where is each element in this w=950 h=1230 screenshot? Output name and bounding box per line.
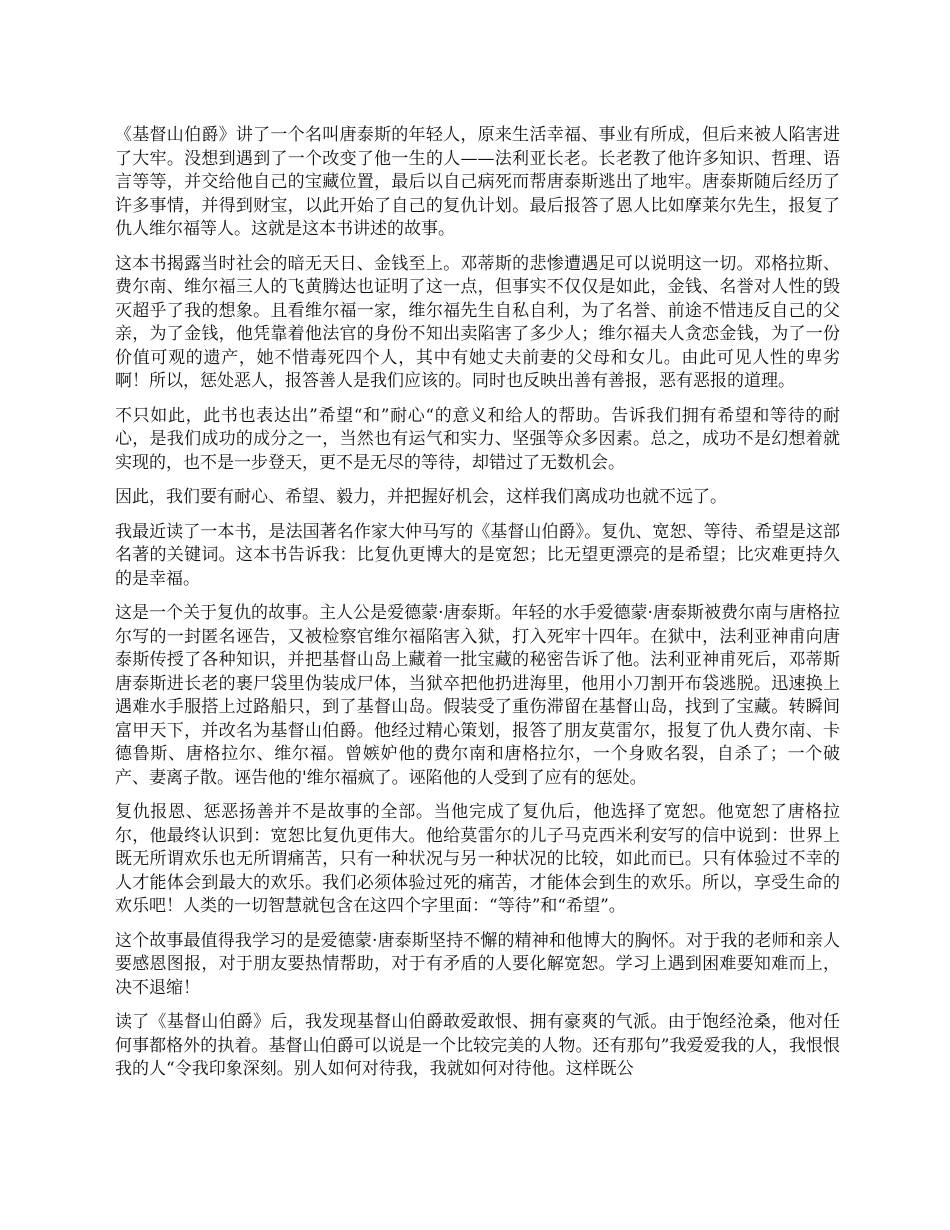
paragraph-3: 不只如此，此书也表达出”希望“和”耐心“的意义和给人的帮助。告诉我们拥有希望和等待的耐心，是我们成功的成分之一，当然也有运气和实力、坚强等众多因素。总之，成功不是幻想着就实现的，也不是一步登天，更不是无尽的等待，却错过了无数机会。 [115, 405, 840, 473]
paragraph-6: 这是一个关于复仇的故事。主人公是爱德蒙·唐泰斯。年轻的水手爱德蒙·唐泰斯被费尔南与唐格拉尔写的一封匿名诬告，又被检察官维尔福陷害入狱，打入死牢十四年。在狱中，法利亚神甫向唐泰斯传授了各种知识，并把基督山岛上藏着一批宝藏的秘密告诉了他。法利亚神甫死后，邓蒂斯唐泰斯进长老的裹尸袋里伪装成尸体，当狱卒把他扔进海里，他用小刀割开布袋逃脱。迅速换上遇难水手服搭上过路船只，到了基督山岛。假装受了重伤滞留在基督山岛，找到了宝藏。转瞬间富甲天下，并改名为基督山伯爵。他经过精心策划，报答了朋友莫雷尔，报复了仇人费尔南、卡德鲁斯、唐格拉尔、维尔福。曾嫉妒他的费尔南和唐格拉尔，一个身败名裂，自杀了；一个破产、妻离子散。诬告他的'维尔福疯了。诬陷他的人受到了应有的惩处。 [115, 603, 840, 788]
paragraph-9: 读了《基督山伯爵》后，我发现基督山伯爵敢爱敢恨、拥有豪爽的气派。由于饱经沧桑，他对任何事都格外的执着。基督山伯爵可以说是一个比较完美的人物。还有那句”我爱爱我的人，我恨恨我的人“令我印象深刻。别人如何对待我，我就如何对待他。这样既公 [115, 1012, 840, 1079]
paragraph-5: 我最近读了一本书，是法国著名作家大仲马写的《基督山伯爵》。复仇、宽恕、等待、希望是这部名著的关键词。这本书告诉我：比复仇更博大的是宽恕；比无望更漂亮的是希望；比灾难更持久的是幸福。 [115, 521, 840, 589]
paragraph-2: 这本书揭露当时社会的暗无天日、金钱至上。邓蒂斯的悲惨遭遇足可以说明这一切。邓格拉斯、费尔南、维尔福三人的飞黄腾达也证明了这一点，但事实不仅仅是如此，金钱、名誉对人性的毁灭超乎了我的想象。且看维尔福一家，维尔福先生自私自利，为了名誉、前途不惜违反自己的父亲，为了金钱，他凭靠着他法官的身份不知出卖陷害了多少人；维尔福夫人贪恋金钱，为了一份价值可观的遗产，她不惜毒死四个人，其中有她丈夫前妻的父母和女儿。由此可见人性的卑劣啊！所以，惩处恶人，报答善人是我们应该的。同时也反映出善有善报，恶有恶报的道理。 [115, 253, 840, 391]
paragraph-8: 这个故事最值得我学习的是爱德蒙·唐泰斯坚持不懈的精神和他博大的胸怀。对于我的老师和亲人要感恩图报，对于朋友要热情帮助，对于有矛盾的人要化解宽恕。学习上遇到困难要知难而上，决不退缩！ [115, 930, 840, 998]
document-body [115, 124, 840, 1093]
paragraph-1: 《基督山伯爵》讲了一个名叫唐泰斯的年轻人，原来生活幸福、事业有所成，但后来被人陷害进了大牢。没想到遇到了一个改变了他一生的人——法利亚长老。长老教了他许多知识、哲理、语言等等，并交给他自己的宝藏位置，最后以自己病死而帮唐泰斯逃出了地牢。唐泰斯随后经历了许多事情，并得到财宝，以此开始了自己的复仇计划。最后报答了恩人比如摩莱尔先生，报复了仇人维尔福等人。这就是这本书讲述的故事。 [115, 125, 840, 239]
paragraph-4: 因此，我们要有耐心、希望、毅力，并把握好机会，这样我们离成功也就不远了。 [115, 487, 727, 507]
paragraph-7: 复仇报恩、惩恶扬善并不是故事的全部。当他完成了复仇后，他选择了宽恕。他宽恕了唐格拉尔，他最终认识到：宽恕比复仇更伟大。他给莫雷尔的儿子马克西米利安写的信中说到：世界上既无所谓欢乐也无所谓痛苦，只有一种状况与另一种状况的比较，如此而已。只有体验过不幸的人才能体会到最大的欢乐。我们必须体验过死的痛苦，才能体会到生的欢乐。所以，享受生命的欢乐吧！人类的一切智慧就包含在这四个字里面：“等待”和“希望”。 [115, 802, 840, 916]
